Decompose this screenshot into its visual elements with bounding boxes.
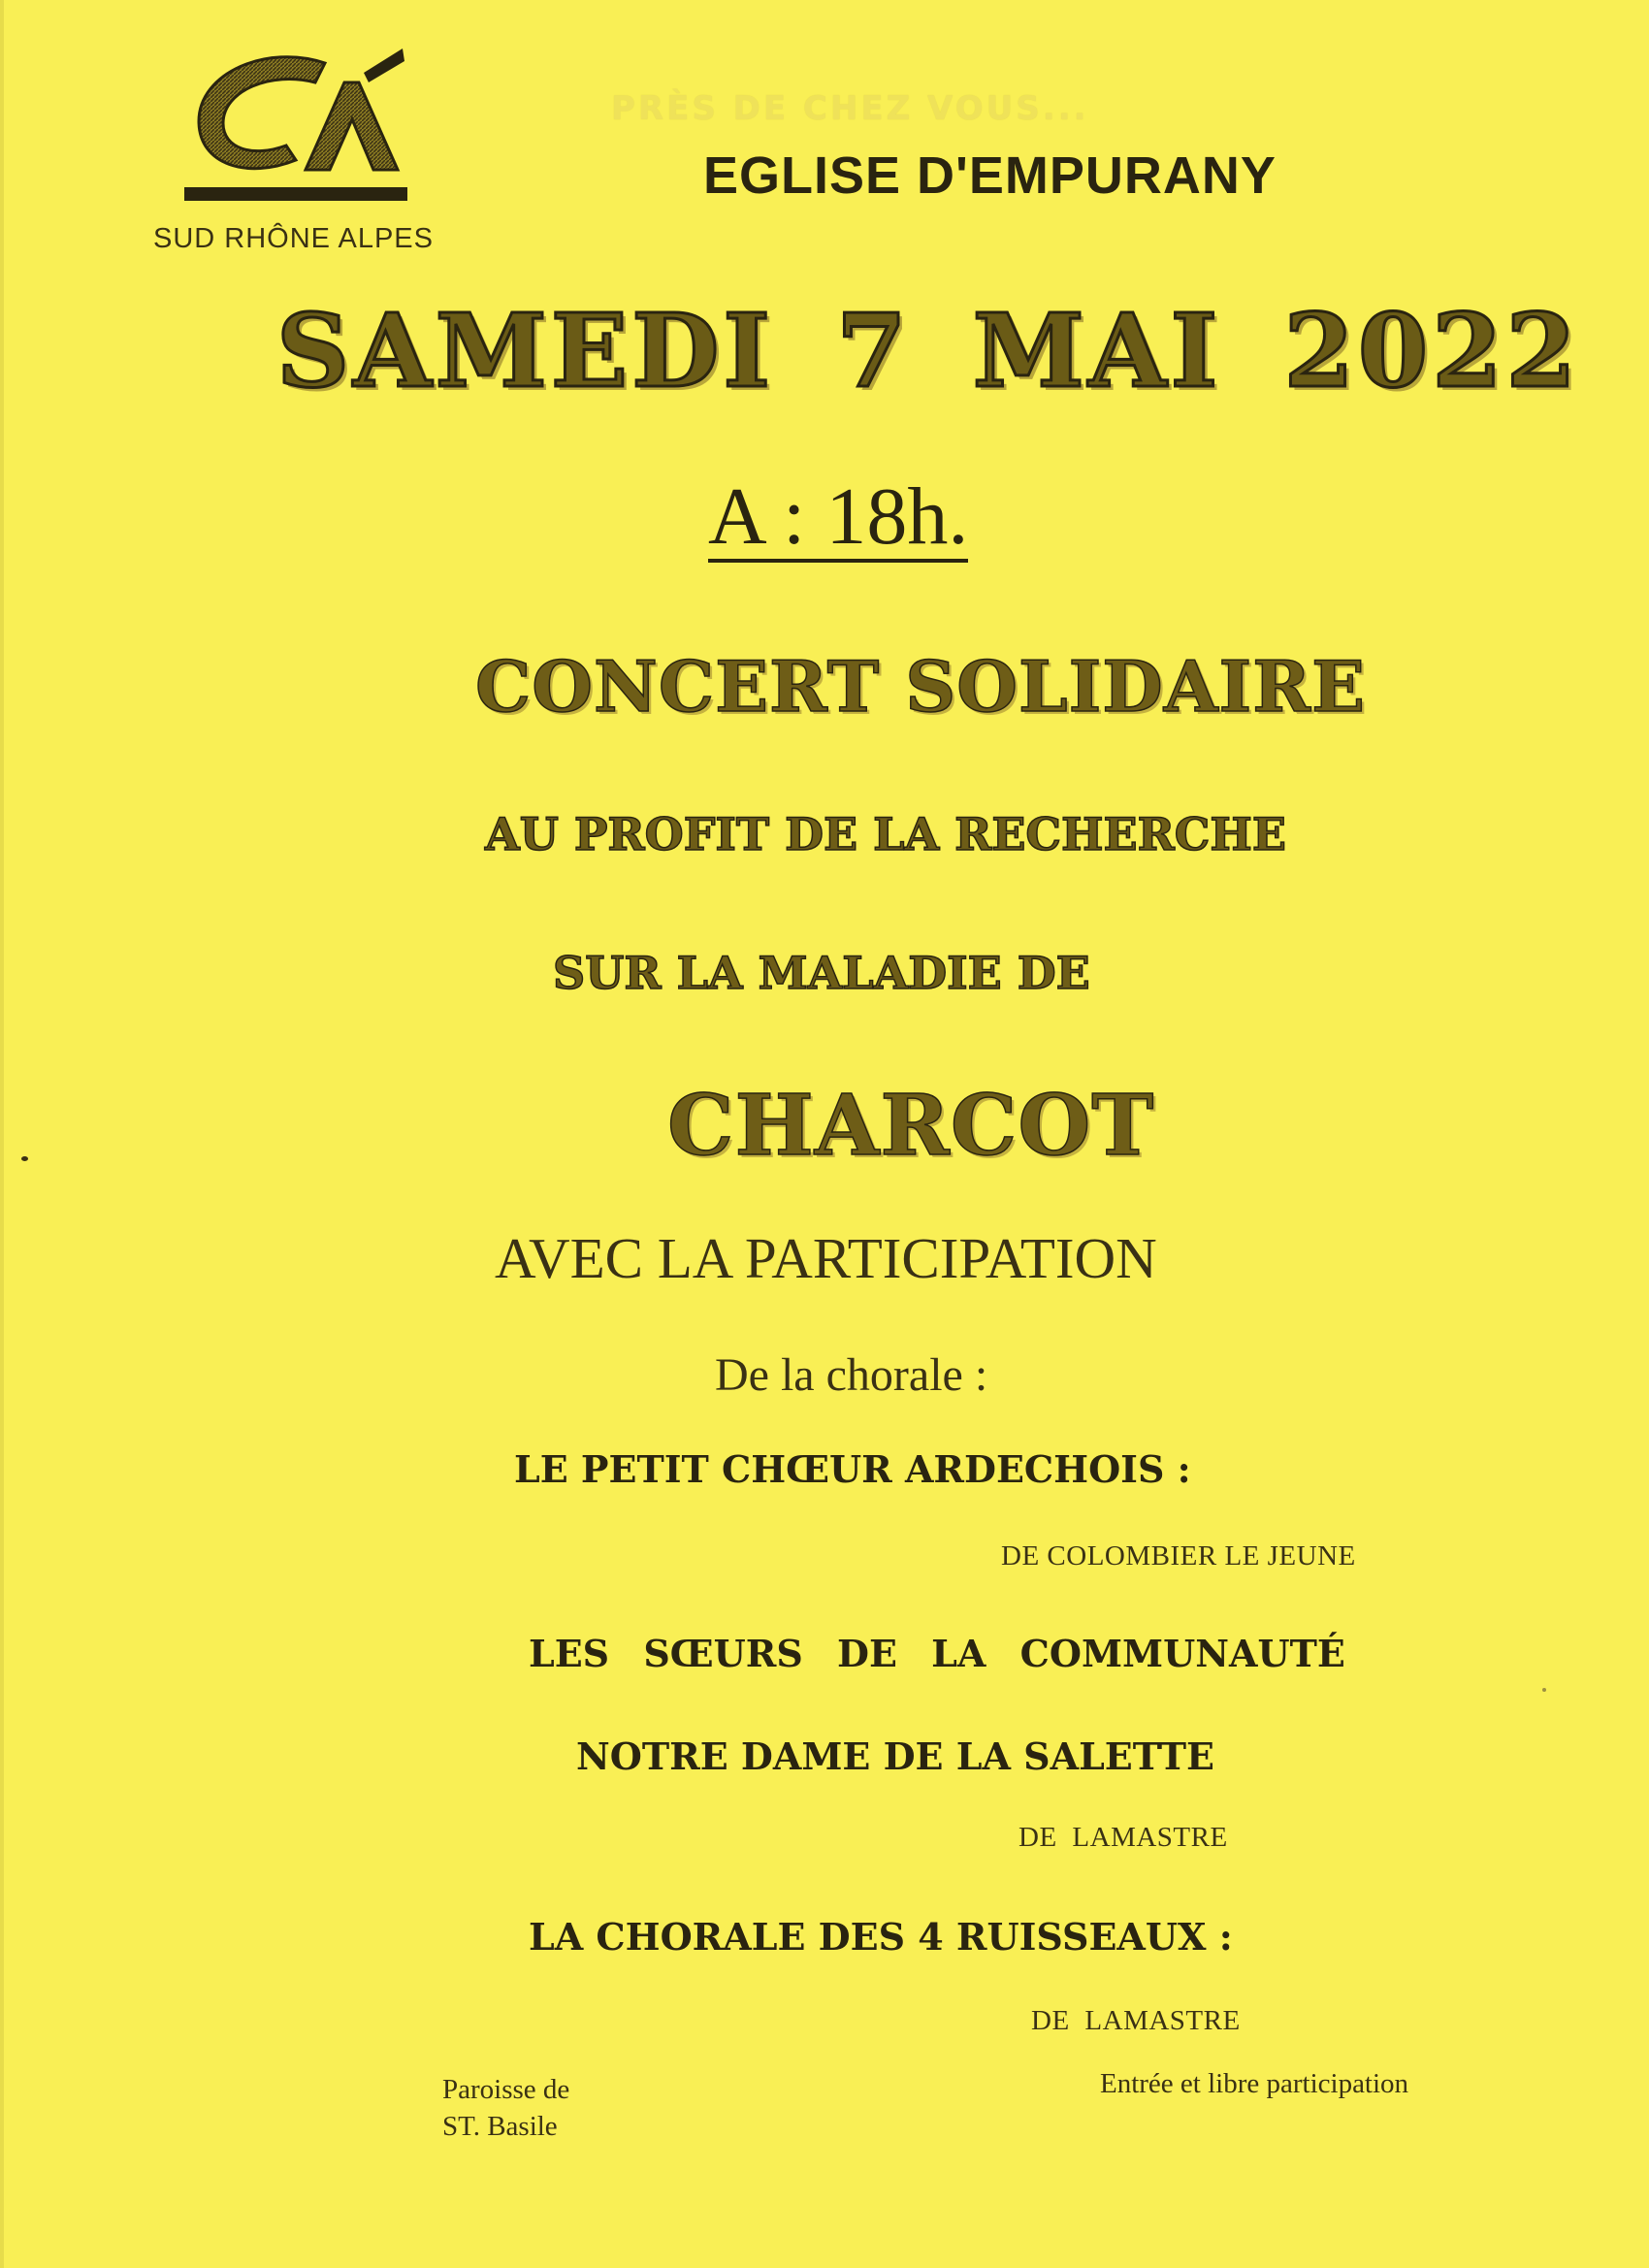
event-purpose-line2: SUR LA MALADIE DE: [553, 947, 1090, 999]
choir-origin: DE COLOMBIER LE JEUNE: [1001, 1540, 1356, 1571]
paper-speck: [1542, 1688, 1546, 1692]
choir-origin: DE LAMASTRE: [1018, 1822, 1228, 1853]
event-purpose-line1: AU PROFIT DE LA RECHERCHE: [485, 808, 1286, 860]
event-time: A : 18h.: [708, 471, 969, 562]
parish-line1: Paroisse de: [442, 2074, 570, 2105]
credit-agricole-logo-icon: [179, 44, 412, 218]
paper-speck: [21, 1156, 28, 1161]
venue-title: EGLISE D'EMPURANY: [703, 146, 1277, 205]
parish-line2: ST. Basile: [442, 2111, 558, 2142]
choir-name: LES SŒURS DE LA COMMUNAUTÉ: [529, 1632, 1345, 1675]
choir-name: LA CHORALE DES 4 RUISSEAUX :: [529, 1915, 1233, 1959]
participation-heading: AVEC LA PARTICIPATION: [495, 1226, 1157, 1290]
choir-name-line2: NOTRE DAME DE LA SALETTE: [576, 1734, 1214, 1778]
faint-stamp-text: PRÈS DE CHEZ VOUS...: [611, 89, 1089, 128]
disease-name: CHARCOT: [667, 1077, 1155, 1175]
logo-caption: SUD RHÔNE ALPES: [153, 223, 434, 254]
entry-note: Entrée et libre participation: [1100, 2068, 1409, 2099]
event-title: CONCERT SOLIDAIRE: [475, 645, 1366, 728]
chorale-intro: De la chorale :: [715, 1349, 988, 1401]
choir-name: LE PETIT CHŒUR ARDECHOIS :: [514, 1447, 1191, 1491]
choir-origin: DE LAMASTRE: [1031, 2005, 1241, 2036]
paper-edge: [0, 0, 4, 2268]
event-date: SAMEDI 7 MAI 2022: [276, 291, 1580, 410]
